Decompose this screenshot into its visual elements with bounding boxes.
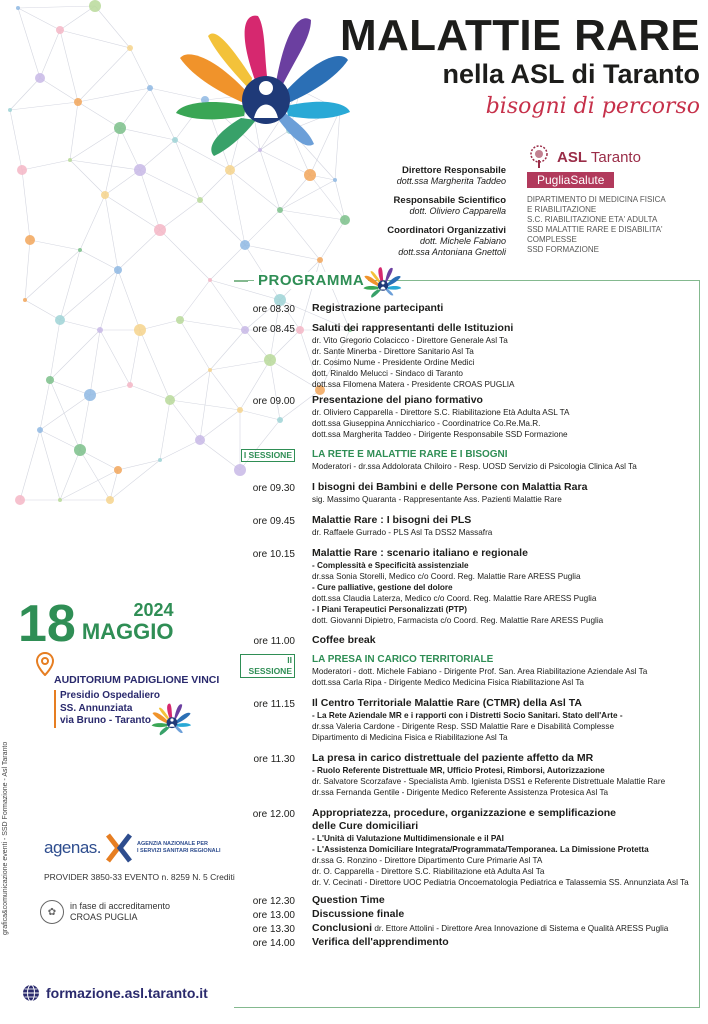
- network-node: [333, 178, 337, 182]
- program-time: ore 13.00: [252, 910, 295, 921]
- network-link: [160, 230, 210, 280]
- network-link: [25, 300, 60, 320]
- session-row: [240, 448, 700, 472]
- network-link: [10, 102, 78, 110]
- program-time: ore 09.45: [252, 516, 295, 527]
- network-link: [78, 102, 120, 128]
- network-link: [10, 110, 22, 170]
- network-node: [97, 327, 103, 333]
- network-link: [25, 240, 30, 300]
- program-row: [240, 302, 700, 316]
- network-link: [200, 200, 245, 245]
- network-node: [78, 248, 82, 252]
- network-link: [140, 170, 160, 230]
- network-link: [80, 450, 110, 500]
- program-speaker: sig. Massimo Quaranta - Rappresentante Ass. Pazienti Malattie Rare: [312, 495, 562, 504]
- program-title: PROGRAMMA: [254, 272, 368, 289]
- network-link: [20, 430, 40, 500]
- network-node: [37, 427, 43, 433]
- program-row: [240, 697, 700, 743]
- agenas-logo: [44, 833, 237, 863]
- network-node: [74, 444, 86, 456]
- network-node: [197, 197, 203, 203]
- network-node: [277, 207, 283, 213]
- network-link: [110, 470, 118, 500]
- event-day: 18: [18, 595, 76, 653]
- location-pin-icon: [36, 652, 54, 676]
- network-node: [114, 466, 122, 474]
- program-time: ore 08.30: [252, 304, 295, 315]
- network-node: [195, 435, 205, 445]
- network-node: [165, 395, 175, 405]
- network-link: [130, 330, 140, 385]
- agenas-mark-icon: [104, 833, 134, 863]
- program-row: [240, 634, 700, 648]
- website-text[interactable]: formazione.asl.taranto.it: [46, 985, 208, 1001]
- department-line: DIPARTIMENTO DI MEDICINA FISICA: [527, 195, 666, 204]
- program-heading: Presentazione del piano formativo: [312, 394, 483, 406]
- network-node: [101, 191, 109, 199]
- croas-accreditation: [40, 900, 170, 924]
- network-link: [60, 270, 118, 320]
- network-node: [176, 316, 184, 324]
- network-link: [105, 128, 120, 195]
- program-speaker: dr. Sante Minerba - Direttore Sanitario Asl Ta: [312, 347, 474, 356]
- event-year: 2024: [133, 600, 174, 620]
- program-speaker: Dipartimento di Medicina Fisica e Riabilitazione Asl Ta: [312, 733, 508, 742]
- program-row: [240, 394, 700, 440]
- session-row: [240, 653, 700, 688]
- event-date: [18, 595, 174, 653]
- network-link: [140, 320, 180, 330]
- venue-line: Presidio Ospedaliero: [60, 690, 161, 701]
- network-link: [200, 370, 210, 440]
- network-link: [60, 450, 80, 500]
- network-node: [114, 266, 122, 274]
- network-link: [80, 395, 90, 450]
- network-link: [100, 330, 130, 385]
- network-link: [230, 170, 280, 210]
- network-link: [180, 320, 210, 370]
- program-subtopic: - I Piani Terapeutici Personalizzati (PTP): [312, 605, 467, 614]
- program-subtopic: - L'Assistenza Domiciliare Integrata/Programmata/Temporanea. La Dimissione Protetta: [312, 845, 649, 854]
- program-row: [240, 807, 700, 888]
- program-row: [240, 322, 700, 390]
- network-link: [280, 180, 335, 210]
- page-tagline: bisogni di percorso: [485, 94, 700, 119]
- network-node: [46, 376, 54, 384]
- croas-logo-icon: ✿: [40, 900, 64, 924]
- network-node: [240, 240, 250, 250]
- network-link: [10, 78, 40, 110]
- program-heading: Malattie Rare : I bisogni dei PLS: [312, 514, 472, 526]
- network-node: [23, 298, 27, 302]
- network-node: [154, 224, 166, 236]
- program-row: [240, 894, 700, 908]
- program-heading: delle Cure domiciliari: [312, 820, 419, 832]
- asl-prefix: ASL: [557, 148, 587, 166]
- program-speaker: dr.ssa Sonia Storelli, Medico c/o Coord. Reg. Malattie Rare ARESS Puglia: [312, 572, 581, 581]
- program-speaker: dott. Rinaldo Melucci - Sindaco di Taranto: [312, 369, 463, 378]
- venue-line: via Bruno - Taranto: [60, 715, 151, 726]
- network-node: [25, 235, 35, 245]
- network-link: [78, 88, 150, 102]
- program-heading: Malattie Rare : scenario italiano e regionale: [312, 547, 528, 559]
- network-link: [280, 175, 310, 210]
- network-node: [68, 158, 72, 162]
- program-heading: I bisogni dei Bambini e delle Persone con Malattia Rara: [312, 481, 588, 493]
- network-node: [58, 498, 62, 502]
- network-node: [147, 85, 153, 91]
- program-speaker: dr. Cosimo Nume - Presidente Ordine Medici: [312, 358, 475, 367]
- network-link: [200, 170, 230, 200]
- program-speaker: dr. Salvatore Scorzafave - Specialista Amb. Igienista DSS1 e Referente Distrettuale Malattie Rare: [312, 777, 666, 786]
- croas-line: CROAS PUGLIA: [70, 912, 138, 922]
- network-link: [105, 195, 118, 270]
- network-link: [60, 30, 78, 102]
- network-node: [158, 458, 162, 462]
- program-speaker: dott.ssa Claudia Laterza, Medico c/o Coord. Reg. Malattie Rare ARESS Puglia: [312, 594, 597, 603]
- program-row: [240, 514, 700, 538]
- agenas-wordmark: agenas.: [44, 838, 101, 857]
- program-subtopic: - Complessità e Specificità assistenziale: [312, 561, 469, 570]
- network-link: [25, 250, 80, 300]
- department-line: E RIABILITAZIONE: [527, 205, 597, 214]
- program-speaker: dr. Oliviero Capparella - Direttore S.C. Riabilitazione Età Adulta ASL TA: [312, 408, 570, 417]
- network-link: [160, 400, 170, 460]
- puglia-salute-badge: PugliaSalute: [527, 172, 614, 188]
- network-link: [140, 170, 200, 200]
- network-node: [8, 108, 12, 112]
- program-speaker: dott. Giovanni Dipietro, Farmacista c/o Coord. Reg. Malattie Rare ARESS Puglia: [312, 616, 604, 625]
- program-time: ore 10.15: [252, 549, 295, 560]
- network-node: [17, 165, 27, 175]
- network-link: [80, 195, 105, 250]
- network-link: [118, 270, 140, 330]
- program-heading: Registrazione partecipanti: [312, 302, 444, 314]
- program-heading: Il Centro Territoriale Malattie Rare (CTMR) della Asl TA: [312, 697, 582, 709]
- network-link: [40, 430, 80, 450]
- program-speaker: dr.ssa Valeria Cardone - Dirigente Resp. SSD Malattie Rare e Disabilità Complesse: [312, 722, 615, 731]
- venue-block: [38, 654, 238, 728]
- program-time: ore 12.00: [252, 809, 295, 820]
- network-node: [16, 6, 20, 10]
- network-node: [15, 495, 25, 505]
- network-node: [89, 0, 101, 12]
- hands-small-icon: [148, 700, 196, 740]
- network-link: [118, 230, 160, 270]
- program-speaker: dr. V. Cecinati - Direttore UOC Pediatria Oncoematologia Pediatrica e Talassemia SS. Annunziata Asl Ta: [312, 878, 689, 887]
- agenas-desc-line: AGENZIA NAZIONALE PER: [137, 841, 208, 847]
- network-link: [310, 175, 345, 220]
- program-speaker: Moderatori - dott. Michele Fabiano - Dirigente Prof. San. Area Riabilitazione Aziendale Asl Ta: [312, 667, 648, 676]
- network-node: [134, 324, 146, 336]
- network-node: [304, 169, 316, 181]
- network-link: [170, 370, 210, 400]
- network-link: [40, 78, 78, 102]
- network-link: [18, 6, 95, 8]
- program-time: ore 11.30: [253, 754, 295, 765]
- network-link: [40, 30, 60, 78]
- network-link: [40, 430, 60, 500]
- hands-small-icon: [360, 264, 406, 302]
- network-link: [70, 160, 140, 170]
- network-link: [78, 48, 130, 102]
- network-link: [95, 6, 130, 48]
- program-subtopic: - Cure palliative, gestione del dolore: [312, 583, 453, 592]
- program-row: [240, 936, 700, 950]
- network-link: [280, 210, 345, 220]
- program-heading: LA RETE E MALATTIE RARE E I BISOGNI: [312, 449, 508, 460]
- program-heading: Saluti dei rappresentanti delle Istituzioni: [312, 322, 514, 334]
- credit-person: dott.ssa Antoniana Gnettoli: [398, 247, 506, 257]
- program-heading: Question Time: [312, 894, 385, 906]
- program-heading: Discussione finale: [312, 908, 405, 920]
- program-speaker: dott.ssa Margherita Taddeo - Dirigente Responsabile SSD Formazione: [312, 430, 568, 439]
- website-link[interactable]: [22, 984, 208, 1002]
- page-title: MALATTIE RARE: [340, 11, 700, 60]
- network-link: [280, 210, 320, 260]
- network-node: [84, 389, 96, 401]
- program-row: [240, 481, 700, 505]
- network-node: [114, 122, 126, 134]
- network-link: [50, 380, 80, 450]
- program-subtopic: - L'Unità di Valutazione Multidimensionale e il PAI: [312, 834, 504, 843]
- network-link: [130, 385, 170, 400]
- network-link: [120, 88, 150, 128]
- program-note: dr. Ettore Attolini - Direttore Area Innovazione di Sistema e Qualità ARESS Puglia: [372, 924, 669, 933]
- department-line: SSD MALATTIE RARE E DISABILITA' COMPLESSE: [527, 225, 663, 244]
- event-month: MAGGIO: [81, 619, 174, 644]
- network-node: [35, 73, 45, 83]
- program-row: [240, 908, 700, 922]
- network-link: [130, 48, 150, 88]
- session-label: II SESSIONE: [240, 654, 295, 678]
- program-heading: Coffee break: [312, 634, 376, 646]
- program-speaker: dott.ssa Carla Ripa - Dirigente Medico Medicina Fisica Riabilitazione Asl Ta: [312, 678, 584, 687]
- network-link: [245, 245, 320, 260]
- venue-title: AUDITORIUM PADIGLIONE VINCI: [54, 674, 220, 686]
- network-link: [22, 170, 30, 240]
- asl-logo-block: [527, 145, 708, 255]
- network-link: [60, 30, 130, 48]
- program-time: ore 09.00: [252, 396, 295, 407]
- network-link: [180, 280, 210, 320]
- program-time: ore 12.30: [252, 896, 295, 907]
- program-time: ore 13.30: [252, 924, 295, 935]
- network-link: [50, 380, 90, 395]
- program-row: [240, 922, 700, 936]
- session-label: I SESSIONE: [241, 449, 295, 462]
- page-subtitle: nella ASL di Taranto: [442, 59, 700, 89]
- network-node: [106, 496, 114, 504]
- network-node: [134, 164, 146, 176]
- network-node: [208, 368, 212, 372]
- network-link: [50, 320, 60, 380]
- network-link: [30, 240, 80, 250]
- network-node: [55, 315, 65, 325]
- program-heading: LA PRESA IN CARICO TERRITORIALE: [312, 654, 494, 665]
- network-link: [60, 320, 100, 330]
- network-link: [60, 6, 95, 30]
- network-link: [70, 128, 120, 160]
- program-time: ore 08.45: [252, 324, 295, 335]
- agenas-desc-line: I SERVIZI SANITARI REGIONALI: [137, 848, 221, 854]
- program-speaker: dr. Raffaele Gurrado - PLS Asl Ta DSS2 Massafra: [312, 528, 493, 537]
- credits-block: [370, 165, 506, 258]
- program-heading: Verifica dell'apprendimento: [312, 936, 449, 948]
- network-link: [18, 8, 60, 30]
- program-speaker: dr.ssa G. Ronzino - Direttore Dipartimento Cure Primarie Asl TA: [312, 856, 543, 865]
- asl-name: Taranto: [590, 148, 641, 166]
- network-link: [18, 8, 40, 78]
- credit-person: dott. Michele Fabiano: [419, 236, 506, 246]
- credit-person: dott.ssa Margherita Taddeo: [396, 176, 506, 186]
- asl-departments: [527, 195, 708, 255]
- network-link: [105, 170, 140, 195]
- program-heading: Conclusioni: [312, 922, 373, 934]
- network-link: [170, 400, 200, 440]
- network-link: [210, 245, 245, 280]
- program-speaker: Moderatori - dr.ssa Addolorata Chiloiro - Resp. UOSD Servizio di Psicologia Clinica Asl Ta: [312, 462, 637, 471]
- provider-info: PROVIDER 3850-33 EVENTO n. 8259 N. 5 Crediti: [44, 872, 235, 882]
- program-time: ore 11.00: [253, 636, 295, 647]
- program-time: ore 11.15: [253, 699, 295, 710]
- network-link: [90, 385, 130, 395]
- program-subtopic: - Ruolo Referente Distrettuale MR, Ufficio Protesi, Rimborsi, Autorizzazione: [312, 766, 605, 775]
- network-link: [60, 470, 118, 500]
- program-row: [240, 752, 700, 798]
- network-link: [40, 395, 90, 430]
- network-link: [120, 128, 140, 170]
- croas-line: in fase di accreditamento: [70, 901, 171, 911]
- network-link: [80, 250, 118, 270]
- program-speaker: dr. Vito Gregorio Colacicco - Direttore Generale Asl Ta: [312, 336, 508, 345]
- network-link: [22, 160, 70, 170]
- network-link: [100, 270, 118, 330]
- credit-person: dott. Oliviero Capparella: [409, 206, 506, 216]
- program-list: [240, 302, 700, 950]
- network-node: [340, 215, 350, 225]
- program-heading: Appropriatezza, procedure, organizzazione e semplificazione: [312, 807, 616, 819]
- credit-role: Responsabile Scientifico: [393, 195, 506, 206]
- program-subtopic: - La Rete Aziendale MR e i rapporti con i Distretti Socio Sanitari. Stato dell'Arte -: [312, 711, 623, 720]
- network-link: [70, 102, 78, 160]
- credit-role: Direttore Responsabile: [402, 165, 506, 176]
- network-link: [320, 220, 345, 260]
- network-link: [160, 200, 200, 230]
- department-line: SSD FORMAZIONE: [527, 245, 600, 254]
- network-node: [208, 278, 212, 282]
- credit-role: Coordinatori Organizzativi: [387, 225, 506, 236]
- network-node: [127, 45, 133, 51]
- network-node: [56, 26, 64, 34]
- program-speaker: dr. O. Capparella - Direttore S.C. Riabilitazione età Adulta Asl Ta: [312, 867, 545, 876]
- program-time: ore 09.30: [252, 483, 295, 494]
- network-node: [127, 382, 133, 388]
- network-link: [90, 330, 100, 395]
- tree-icon: [527, 145, 551, 169]
- venue-line: SS. Annunziata: [60, 702, 133, 714]
- program-heading: La presa in carico distrettuale del paziente affetto da MR: [312, 752, 594, 764]
- network-link: [140, 330, 170, 400]
- network-link: [160, 440, 200, 460]
- network-link: [40, 380, 50, 430]
- department-line: S.C. RIABILITAZIONE ETA' ADULTA: [527, 215, 658, 224]
- network-link: [105, 195, 160, 230]
- network-node: [317, 257, 323, 263]
- program-speaker: dott.ssa Filomena Matera - Presidente CROAS PUGLIA: [312, 380, 515, 389]
- network-link: [70, 160, 105, 195]
- globe-icon: [22, 984, 40, 1002]
- network-node: [74, 98, 82, 106]
- vertical-credit: grafica&comunicazione eventi - SSD Formazione - Asl Taranto: [2, 741, 9, 935]
- program-row: [240, 547, 700, 626]
- program-speaker: dr.ssa Fernanda Gentile - Dirigente Medico Referente Assistenza Protesica Asl Ta: [312, 788, 609, 797]
- program-time: ore 14.00: [252, 938, 295, 949]
- network-link: [230, 170, 245, 245]
- network-link: [50, 330, 100, 380]
- program-speaker: dott.ssa Giuseppina Annicchiarico - Coordinatrice Co.Re.Ma.R.: [312, 419, 541, 428]
- network-link: [245, 210, 280, 245]
- network-link: [60, 250, 80, 320]
